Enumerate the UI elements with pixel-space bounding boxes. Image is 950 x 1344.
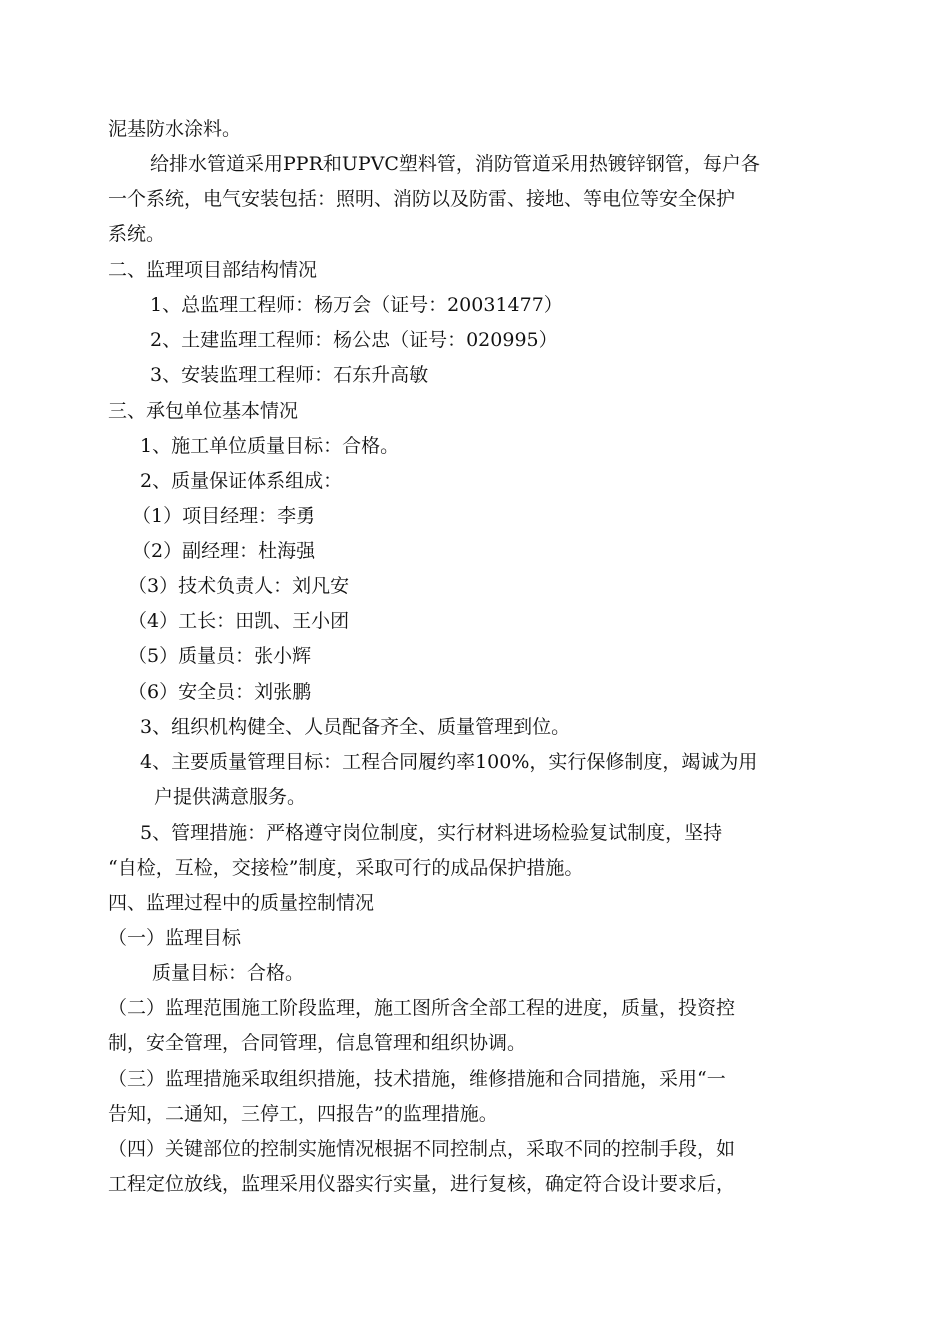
section-heading: 三、承包单位基本情况 <box>108 400 299 422</box>
text-line: 一个系统，电气安装包括：照明、消防以及防雷、接地、等电位等安全保护 <box>108 188 736 210</box>
text-line: 质量目标：合格。 <box>152 962 305 984</box>
section-heading: 二、监理项目部结构情况 <box>108 259 318 281</box>
text-line: 给排水管道采用PPR和UPVC塑料管，消防管道采用热镀锌钢管，每户各 <box>150 153 760 175</box>
text-line: “自检，互检，交接检”制度，采取可行的成品保护措施。 <box>108 857 584 879</box>
subsection-heading: （一）监理目标 <box>108 927 242 949</box>
text-line: （三）监理措施采取组织措施，技术措施，维修措施和合同措施，采用“一 <box>108 1068 726 1090</box>
section-heading: 四、监理过程中的质量控制情况 <box>108 892 375 914</box>
text-line: （3）技术负责人：刘凡安 <box>128 575 350 597</box>
text-line: 工程定位放线，监理采用仪器实行实量，进行复核，确定符合设计要求后， <box>108 1173 736 1195</box>
text-line: 系统。 <box>108 223 166 245</box>
text-line: （2）副经理：杜海强 <box>132 540 316 562</box>
text-line: （1）项目经理：李勇 <box>132 505 316 527</box>
text-line: 3、组织机构健全、人员配备齐全、质量管理到位。 <box>140 716 571 738</box>
text-line: （4）工长：田凯、王小团 <box>128 610 350 632</box>
text-line: 户提供满意服务。 <box>154 786 307 808</box>
text-line: （5）质量员：张小辉 <box>128 645 312 667</box>
text-line: 2、土建监理工程师：杨公忠（证号：020995） <box>150 329 558 351</box>
text-line: 1、总监理工程师：杨万会（证号：20031477） <box>150 294 563 316</box>
text-line: 制，安全管理，合同管理，信息管理和组织协调。 <box>108 1032 527 1054</box>
text-line: 2、质量保证体系组成： <box>140 470 343 492</box>
text-line: 1、施工单位质量目标：合格。 <box>140 435 400 457</box>
text-line: （6）安全员：刘张鹏 <box>128 681 312 703</box>
text-line: （二）监理范围施工阶段监理，施工图所含全部工程的进度，质量，投资控 <box>108 997 736 1019</box>
text-line: 泥基防水涂料。 <box>108 118 242 140</box>
text-line: （四）关键部位的控制实施情况根据不同控制点，采取不同的控制手段，如 <box>108 1138 736 1160</box>
text-line: 3、安装监理工程师：石东升高敏 <box>150 364 429 386</box>
text-line: 4、主要质量管理目标：工程合同履约率100%，实行保修制度，竭诚为用 <box>140 751 758 773</box>
text-line: 告知，二通知，三停工，四报告”的监理措施。 <box>108 1103 498 1125</box>
text-line: 5、管理措施：严格遵守岗位制度，实行材料进场检验复试制度，坚持 <box>140 822 723 844</box>
